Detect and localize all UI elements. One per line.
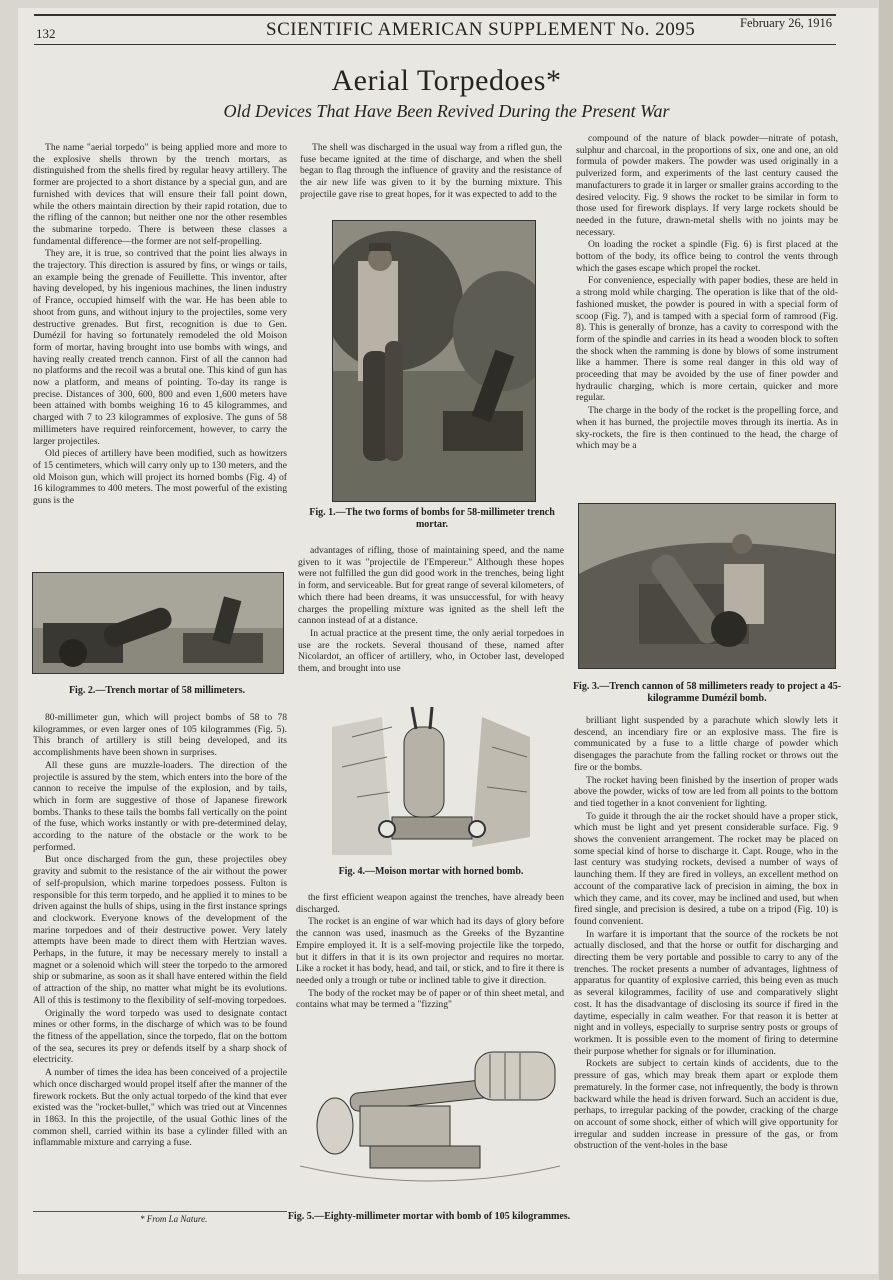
figure-3-caption: Fig. 3.—Trench cannon of 58 millimeters ready to project a 45-kilogramme Dumézil bomb. (572, 681, 842, 704)
page-binding-edge (879, 0, 893, 1280)
paragraph: The body of the rocket may be of paper or of thin sheet metal, and contains what may be termed a "fizzing" (296, 987, 564, 1011)
column-middle-bottom (296, 892, 564, 1042)
article-title: Aerial Torpedoes* (331, 64, 562, 97)
paragraph: For convenience, especially with paper bodies, these are held in a strong mold while charging. The operation is like that of the old-fashioned musket, the powder is poured in with a special form of scoop (Fig. 7), and is tamped with a special form of ramrood (Fig. 8). This is generally of bronze, has a cavity to correspond with the form of the spindle and carries in its head a wooden block to soften the shock when the ramming is done by blows of some instrument like a hammer. There is some real danger in this old way of proceeding that may be avoided by the use of finer powder and hydraulic charging, which is more certain, quicker and more regular. (576, 275, 838, 404)
figure-1-image (333, 221, 535, 501)
figure-5-caption: Fig. 5.—Eighty-millimeter mortar with bomb of 105 kilogrammes. (287, 1211, 571, 1222)
article-subtitle: Old Devices That Have Been Revived During the Present War (223, 101, 670, 121)
column-middle-middle (298, 545, 564, 688)
footnote-rule (33, 1211, 287, 1212)
paragraph: the first efficient weapon against the trenches, have already been discharged. (296, 892, 564, 915)
paragraph: In warfare it is important that the source of the rockets be not actually disclosed, and that the horse or outfit for discharging and directing them be very portable and possible to carry to any of the trenches. The rocket presents a number of advantages, lightness of apparatus for quantity of explosive carried, this being even as much as several kilogrammes, facility of use and comparatively slight cost. It has the disadvantage of disclosing its source if fired in the daytime, especially in calm weather. For that reason it is better at night and in volleys, especially to surprise sentry posts or groups of workmen. It is possible even to the moment of firing to determine their purpose whether for signals or for illumination. (574, 928, 838, 1057)
paragraph: The rocket is an engine of war which had its days of glory before the cannon was used, inasmuch as the Greeks of the Byzantine Empire employed it. It is a self-moving projectile like the torpedo, but it differs in that it is its own projector and requires no mortar. Like a rocket it has body, head, and tail, or stick, and to fire it there is needed only a trough or tube or inclined table to give it direction. (296, 916, 564, 986)
column-right-bottom (574, 715, 838, 1255)
paragraph: The charge in the body of the rocket is the propelling force, and when it has burned, the projectile moves through its inertia. As in sky-rockets, the fire is then continued to the head, the charge of which may be a (576, 405, 838, 452)
column-middle-top (300, 142, 562, 214)
paragraph: A number of times the idea has been conceived of a projectile which once discharged would propel itself after the manner of the firework rockets. But the only actual torpedo of the kind that ever existed was the "rocket-bullet," which was tried out at Vincennes in 1863. In this the projectile, of the usual Gothic lines of the common shell, carried within its base a cylinder filled with an inflammable mixture and carrying a fuse. (33, 1067, 287, 1149)
figure-4-caption: Fig. 4.—Moison mortar with horned bomb. (338, 866, 524, 877)
figure-4-drawing (332, 697, 530, 855)
paragraph: advantages of rifling, those of maintaining speed, and the name given to it was "projectile de l'Empereur." Although these hopes were not fulfilled the gun did good work in the trenches, being light in form, and serviceable. But for great range of several kilometers, of which there had been dreams, it was unsuccessful, for with heavy charges the propelling mixture was ignited as the shell left the cannon instead of at a distance. (298, 545, 564, 627)
paragraph: All these guns are muzzle-loaders. The direction of the projectile is assured by the stem, which enters into the bore of the cannon to receive the impulse of the explosion, and by tails, which in form are suggestive of those of Japanese firework bombs. Thanks to these tails the bombs fall vertically on the point of the fuse, which works instantly or with pre-determined delay, according to the nature of the obstacle or the work to be performed. (33, 759, 287, 853)
paragraph: The shell was discharged in the usual way from a rifled gun, the fuse became ignited at the time of discharge, and when the shell began to flag through the influence of gravity and the resistance of the air new life was given to it by the burning mixture. This projectile gave rise to great hopes, for it was expected to add to the (300, 142, 562, 200)
paragraph: compound of the nature of black powder—nitrate of potash, sulphur and charcoal, in the proportions of six, one and one, an old formula of powder makers. The powder was used originally in a pulverized form, and experiments of the last century caused the manufacturers to grade it in larger or smaller grains according to the desired velocity. Fig. 9 shows the rocket to be similar in form to those used for firework displays. If very large rockets should be needed in the future, drawn-metal shells with no joints may be necessary. (576, 133, 838, 238)
column-left-bottom (33, 712, 287, 1208)
figure-1-caption: Fig. 1.—The two forms of bombs for 58-millimeter trench mortar. (309, 507, 555, 530)
figure-1-photo (332, 220, 536, 502)
figure-4-image (332, 697, 530, 855)
paragraph: The name "aerial torpedo" is being applied more and more to the explosive shells thrown by the trench mortars, as distinguished from the shells fired by regular heavy artillery. The former are projected to a short distance by a special gun, and are furnished with devices that will ensure their fall point down, while the others maintain direction by their rapid rotation, due to the rifling of the cannon; but neither one nor the other resembles the submarine torpedo. There is between these classes a fundamental difference—the former are not self-propelling. (33, 142, 287, 247)
paragraph: Rockets are subject to certain kinds of accidents, due to the pressure of gas, which may break them apart or explode them prematurely. In the former case, not infrequently, the body is thrown backward while the head is driven forward. Such an accident is due, perhaps, to irregular packing of the powder, cracking of the charge on account of some shock, either of which will give opportunity for irregular and sudden increase in pressure of the gas, or from obstruction of the vent-holes in the base (574, 1058, 838, 1152)
paragraph: But once discharged from the gun, these projectiles obey gravity and submit to the resistance of the air without the power of self-propulsion, which marine torpedoes possess. Fulton is responsible for this term torpedo, and he applied it to mines to be driven against the hulls of ships, using in the first instance springs and clockwork. Everyone knows of the development of the marine torpedoes and of their destructive power. Very lately attempts have been made to direct them with Hertzian waves. Perhaps, in the future, it may be necessary merely to install a magnet or a solenoid which will steer the torpedo to the armored ship or submarine, as soon as it shall have entered within the field of attraction of the ship, no matter what might be its evolutions. All of this is testimony to the flexibility of self-moving torpedoes. (33, 854, 287, 1006)
page-number: 132 (36, 26, 56, 41)
figure-2-image (33, 573, 283, 673)
figure-3-image (579, 504, 835, 668)
paragraph: Old pieces of artillery have been modified, such as howitzers of 15 centimeters, which will carry only up to 130 meters, and the old Moison gun, which will project its horned bombs (Fig. 4) of 16 kilogrammes to 400 meters. The most powerful of the existing guns is the (33, 448, 287, 507)
paragraph: Originally the word torpedo was used to designate contact mines or other forms, in the discharge of which was to be found the fitness of the appellation, since the torpedo, flat on the bottom of the sea, secures its prey or defends itself by a sharp shock of electricity. (33, 1007, 287, 1066)
figure-2-caption: Fig. 2.—Trench mortar of 58 millimeters. (68, 685, 246, 696)
figure-3-photo (578, 503, 836, 669)
paragraph: brilliant light suspended by a parachute which slowly lets it descend, an incendiary fire or an explosive mass. The fire is communicated by a fuse to a little charge of powder which disengages the parachute from the falling rocket or throws out the fire or the bombs. (574, 715, 838, 773)
figure-2-photo (32, 572, 284, 674)
paragraph: To guide it through the air the rocket should have a proper stick, which must be light and yet present considerable surface. Fig. 9 shows the convenient arrangement. The rocket may be placed on some special kind of horse to discharge it. Capt. Rouge, who in the last century was studying rockets, devised a number of ways of launching them. If they are fired in volleys, an excellent method on account of the comparative lack of precision in aiming, the box in which they came, and its cover, may be inclined and used, but when fired single, and precision is desired, a tube on a tripod (Fig. 10) is found convenient. (574, 810, 838, 927)
footnote: * From La Nature. (140, 1214, 208, 1224)
journal-title: SCIENTIFIC AMERICAN SUPPLEMENT No. 2095 (266, 19, 696, 40)
paragraph: In actual practice at the present time, the only aerial torpedoes in use are the rockets. Several thousand of these, named after Nicolardot, an officer of artillery, who, in October last, developed them, and brought into use (298, 627, 564, 675)
issue-date: February 26, 1916 (740, 16, 832, 30)
paragraph: They are, it is true, so contrived that the point lies always in the trajectory. This direction is assured by fins, or wings or tails, an example being the grenade of Feuillette. This inventor, after having developed, by his ingenious machines, the linen industry of France, occupied himself with the war. He has been able to shoot from guns, and without injury to the projectiles, some very destructive grenades. But first, recognition is due to Gen. Dumézil for having so fortunately remodeled the old Moison form of mortar, having brought into use bombs with wings, and having really created trench cannon. First of all the cannon had no platforms and the recoil was a brutal one. This kind of gun has now a platform, and means of pointing. To-day its range is precise. Distances of 300, 600, 800 and even 1,600 meters have been attained with bombs weighing 16 to 45 kilogrammes, and charged with 7 to 23 kilogrammes of explosive. The guns of 58 millimeters have required reinforcement, however, to carry the larger projectiles. (33, 248, 287, 447)
header-rule-bottom (34, 44, 836, 45)
column-left-top (33, 142, 287, 560)
paragraph: 80-millimeter gun, which will project bombs of 58 to 78 kilogrammes, or even larger ones of 105 kilogrammes (Fig. 5). This branch of artillery is still being developed, and its accomplishments have been shown in surprises. (33, 712, 287, 759)
column-right-top (576, 133, 838, 493)
paragraph: The rocket having been finished by the insertion of proper wads above the powder, wicks of tow are led from all points to the bottom and tied together in a knot convenient for lighting. (574, 774, 838, 809)
header-rule-top (34, 14, 836, 16)
figure-5-drawing (290, 1046, 568, 1198)
figure-5-image (290, 1046, 568, 1198)
paragraph: On loading the rocket a spindle (Fig. 6) is first placed at the bottom of the body, its office being to control the vents through which the gases escape which propel the rocket. (576, 239, 838, 274)
